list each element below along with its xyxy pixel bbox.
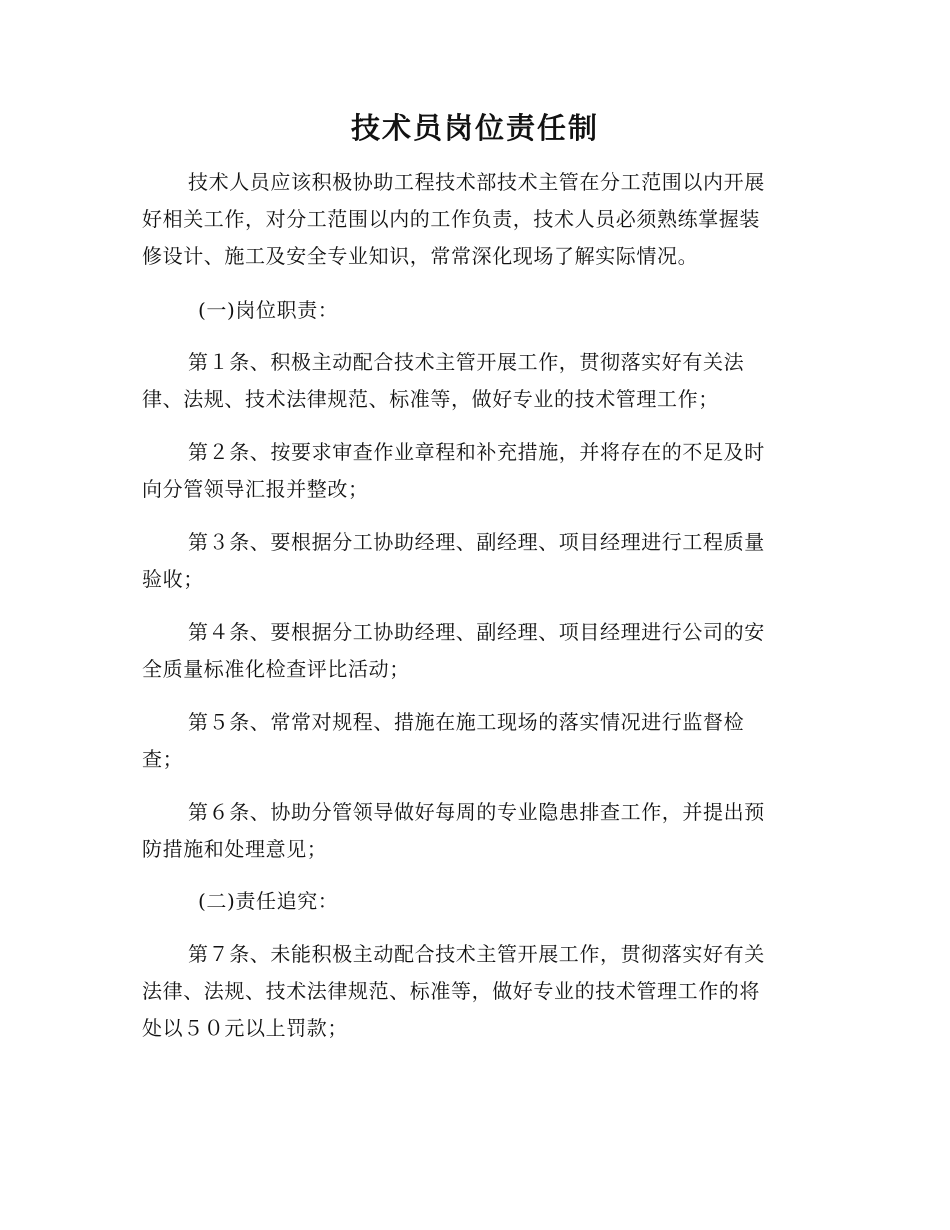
article-6-line-1: 第６条、协助分管领导做好每周的专业隐患排查工作，并提出预 <box>188 800 765 824</box>
article-5-line-2: 查； <box>142 747 184 771</box>
article-7-line-3: 处以５０元以上罚款； <box>142 1016 348 1040</box>
article-2-line-2: 向分管领导汇报并整改； <box>142 477 369 501</box>
section-heading-accountability: (二)责任追究： <box>198 889 339 913</box>
article-4-line-2: 全质量标准化检查评比活动； <box>142 657 410 681</box>
article-4-line-1: 第４条、要根据分工协助经理、副经理、项目经理进行公司的安 <box>188 620 765 644</box>
article-7-line-1: 第７条、未能积极主动配合技术主管开展工作，贯彻落实好有关 <box>188 942 765 966</box>
article-6-line-2: 防措施和处理意见； <box>142 837 328 861</box>
article-1-line-1: 第１条、积极主动配合技术主管开展工作，贯彻落实好有关法 <box>188 350 745 374</box>
intro-line-3: 修设计、施工及安全专业知识，常常深化现场了解实际情况。 <box>142 244 699 268</box>
document-title: 技术员岗位责任制 <box>350 111 599 145</box>
article-1-line-2: 律、法规、技术法律规范、标准等，做好专业的技术管理工作； <box>142 387 719 411</box>
intro-line-1: 技术人员应该积极协助工程技术部技术主管在分工范围以内开展 <box>188 170 765 194</box>
intro-line-2: 好相关工作，对分工范围以内的工作负责，技术人员必须熟练掌握装 <box>142 207 760 231</box>
section-heading-duties: (一)岗位职责： <box>198 298 339 322</box>
article-3-line-2: 验收； <box>142 567 204 591</box>
article-3-line-1: 第３条、要根据分工协助经理、副经理、项目经理进行工程质量 <box>188 530 765 554</box>
article-7-line-2: 法律、法规、技术法律规范、标准等，做好专业的技术管理工作的将 <box>142 979 760 1003</box>
article-2-line-1: 第２条、按要求审查作业章程和补充措施，并将存在的不足及时 <box>188 440 765 464</box>
article-5-line-1: 第５条、常常对规程、措施在施工现场的落实情况进行监督检 <box>188 710 745 734</box>
